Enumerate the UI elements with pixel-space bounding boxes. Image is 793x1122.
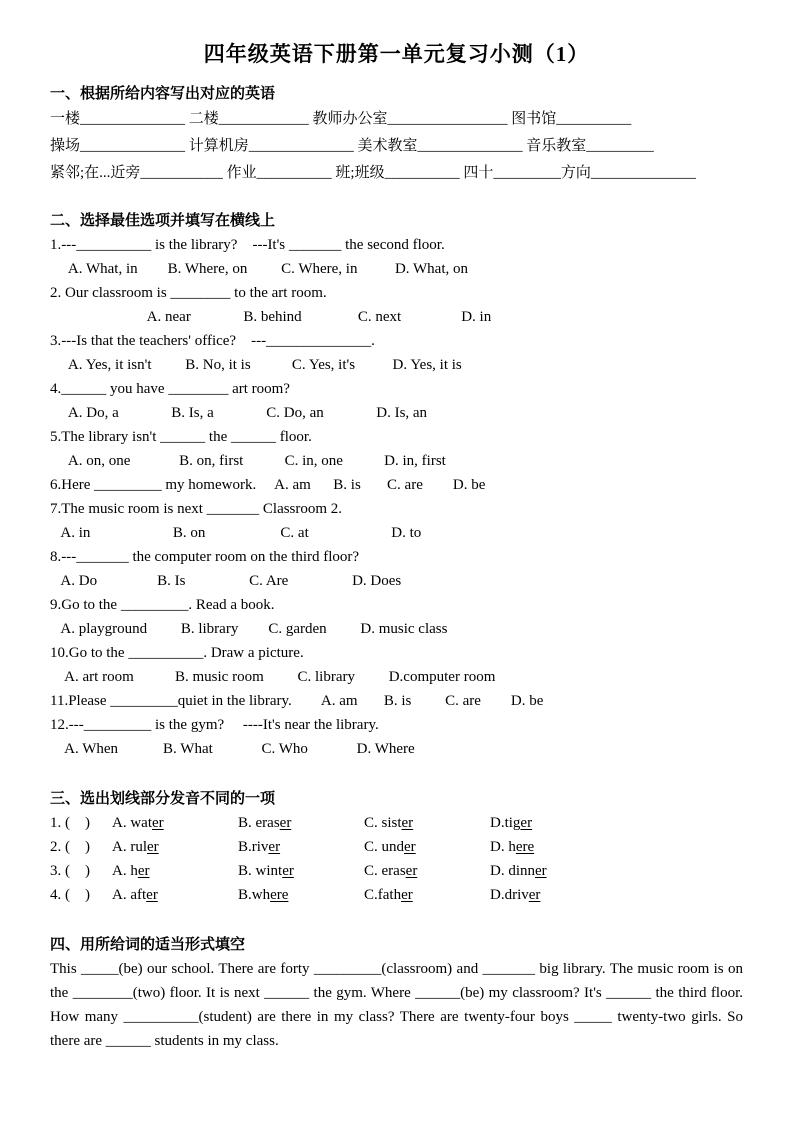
question-line: 1.---__________ is the library? ---It's _______ the second floor. (50, 237, 445, 253)
underlined-part: ere (515, 839, 535, 855)
section-cloze (50, 933, 743, 1053)
pron-option: B.river (238, 839, 281, 855)
options-line: A. Yes, it isn't B. No, it is C. Yes, it's D. Yes, it is (50, 357, 462, 373)
pron-option: D.driver (490, 887, 541, 903)
pron-option: A. water (112, 815, 164, 831)
pron-row (50, 835, 743, 859)
question-line: 8.---_______ the computer room on the third floor? (50, 549, 360, 565)
section-multiple-choice (50, 209, 743, 761)
section-vocabulary (50, 82, 743, 187)
pron-option: C. under (364, 839, 416, 855)
question-line: 10.Go to the __________. Draw a picture. (50, 645, 304, 661)
options-line: A. near B. behind C. next D. in (50, 309, 492, 325)
page-title: 四年级英语下册第一单元复习小测（1） (203, 42, 590, 66)
underlined-part: er (401, 887, 413, 903)
pron-option: B. eraser (238, 815, 292, 831)
pron-option: D. dinner (490, 863, 547, 879)
underlined-part: er (282, 863, 294, 879)
underlined-part: er (147, 839, 159, 855)
options-line: A. playground B. library C. garden D. music class (50, 621, 448, 637)
pron-option: D.tiger (490, 815, 533, 831)
question-line: 5.The library isn't ______ the ______ floor. (50, 429, 312, 445)
underlined-part: er (401, 815, 414, 831)
question-line: 7.The music room is next _______ Classroom 2. (50, 501, 343, 517)
options-line: A. What, in B. Where, on C. Where, in D. What, on (50, 261, 469, 277)
underlined-part: er (520, 815, 533, 831)
options-line: A. in B. on C. at D. to (50, 525, 422, 541)
question-line: 4.______ you have ________ art room? (50, 381, 290, 397)
cloze-paragraph: This _____(be) our school. There are forty _________(classroom) and _______ big library. The music room is on the ________(two) floor. It is next ______ the gym. Where ______(be) my classroom? It's ______ the third floor. How many __________(student) are there in my class? There are twenty-four boys _____ twenty-two girls. So there are ______ students in my class. (50, 961, 743, 1049)
section-heading: 一、根据所给内容写出对应的英语 (50, 86, 276, 102)
underlined-part: er (404, 839, 416, 855)
underlined-part: ere (270, 887, 289, 903)
pron-row (50, 811, 743, 835)
options-line: A. Do, a B. Is, a C. Do, an D. Is, an (50, 405, 428, 421)
section-pronunciation (50, 787, 743, 907)
question-line: 2. Our classroom is ________ to the art room. (50, 285, 327, 301)
pron-row (50, 883, 743, 907)
pron-option: A. after (112, 887, 158, 903)
pron-option: D. here (490, 839, 535, 855)
question-line: 3.---Is that the teachers' office? ---______________. (50, 333, 375, 349)
pron-option: B.where (238, 887, 289, 903)
vocab-line: 一楼______________ 二楼____________ 教师办公室________________ 图书馆__________ (50, 111, 632, 127)
question-line: 9.Go to the _________. Read a book. (50, 597, 275, 613)
section-heading: 三、选出划线部分发音不同的一项 (50, 791, 276, 807)
pron-row (50, 859, 743, 883)
underlined-part: er (528, 887, 541, 903)
pron-option: C.father (364, 887, 413, 903)
underlined-part: er (146, 887, 158, 903)
options-line: A. on, one B. on, first C. in, one D. in, first (50, 453, 446, 469)
pron-question-number: 2. ( ) (50, 839, 90, 855)
vocab-line: 紧邻;在...近旁___________ 作业__________ 班;班级__________ 四十_________方向______________ (50, 165, 696, 181)
pron-option: A. her (112, 863, 150, 879)
section-heading: 二、选择最佳选项并填写在横线上 (50, 213, 276, 229)
options-line: A. When B. What C. Who D. Where (50, 741, 415, 757)
pron-option: A. ruler (112, 839, 159, 855)
pron-option: C. eraser (364, 863, 418, 879)
question-line: 12.---_________ is the gym? ----It's near the library. (50, 717, 379, 733)
underlined-part: er (535, 863, 547, 879)
pron-option: B. winter (238, 863, 294, 879)
underlined-part: er (268, 839, 281, 855)
underlined-part: er (405, 863, 418, 879)
question-line: 11.Please _________quiet in the library. A. am B. is C. are D. be (50, 693, 544, 709)
pron-question-number: 3. ( ) (50, 863, 90, 879)
underlined-part: er (279, 815, 292, 831)
question-line: 6.Here _________ my homework. A. am B. is C. are D. be (50, 477, 486, 493)
underlined-part: er (137, 863, 150, 879)
section-heading: 四、用所给词的适当形式填空 (50, 937, 246, 953)
pron-option: C. sister (364, 815, 414, 831)
options-line: A. art room B. music room C. library D.computer room (50, 669, 496, 685)
pron-question-number: 4. ( ) (50, 887, 90, 903)
underlined-part: er (152, 815, 164, 831)
vocab-line: 操场______________ 计算机房______________ 美术教室______________ 音乐教室_________ (50, 138, 654, 154)
options-line: A. Do B. Is C. Are D. Does (50, 573, 402, 589)
pron-question-number: 1. ( ) (50, 815, 90, 831)
